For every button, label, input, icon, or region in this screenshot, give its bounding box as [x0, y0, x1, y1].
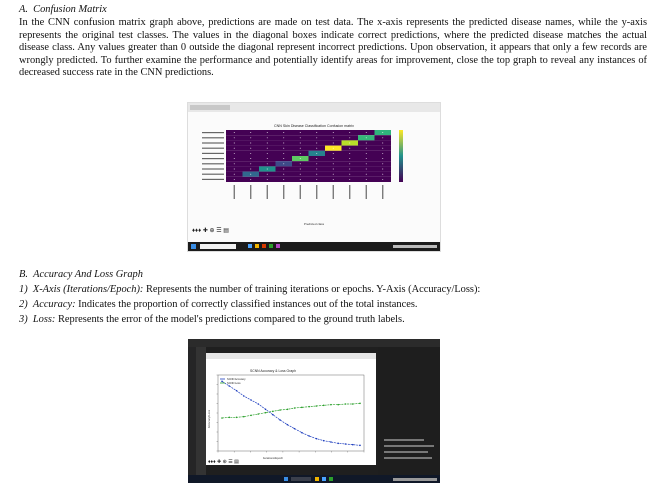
- cm-cell-value: [349, 153, 350, 154]
- section-b-item-2: [19, 299, 417, 312]
- legend-accuracy: SCNN Accuracy: [227, 378, 246, 381]
- item-1-number: 1): [19, 284, 28, 295]
- series-point: [279, 419, 281, 421]
- cm-x-tick-label: [234, 185, 235, 199]
- cm-cell-value: [250, 148, 251, 149]
- series-point: [236, 417, 238, 419]
- cm-cell-value: [382, 158, 383, 159]
- cm-cell-value: [234, 137, 235, 138]
- series-point: [221, 381, 223, 383]
- cm-cell-value: [349, 169, 350, 170]
- series-point: [301, 407, 303, 409]
- cm-cell-value: [349, 158, 350, 159]
- cm-cell-value: [316, 169, 317, 170]
- cm-cell-value: [300, 163, 301, 164]
- cm-cell-value: [316, 132, 317, 133]
- cm-cell-value: [283, 179, 284, 180]
- cm-cell-value: [349, 132, 350, 133]
- cm-search-box[interactable]: [200, 244, 236, 249]
- cm-cell-value: [250, 132, 251, 133]
- cm-x-tick-label: [267, 185, 268, 199]
- cm-cell-value: [250, 158, 251, 159]
- series-point: [316, 438, 318, 440]
- cm-cell-value: [333, 137, 334, 138]
- cm-cell-value: [300, 158, 301, 159]
- cm-cell-value: [366, 148, 367, 149]
- cm-cell-value: [382, 143, 383, 144]
- cm-cell-value: [349, 163, 350, 164]
- cm-cell-value: [234, 179, 235, 180]
- series-point: [258, 403, 260, 405]
- cm-cell-value: [283, 174, 284, 175]
- cm-cell-value: [267, 148, 268, 149]
- series-point: [228, 417, 230, 419]
- item-2-text: Indicates the proportion of correctly classified instances out of the total instances.: [75, 299, 418, 310]
- confusion-matrix-figure: [187, 102, 441, 252]
- series-point: [359, 445, 361, 447]
- cm-cell-value: [382, 153, 383, 154]
- series-point: [228, 385, 230, 387]
- acc-xlabel: Iterations/Epoch: [262, 456, 284, 460]
- cm-cell-value: [267, 174, 268, 175]
- cm-cell-value: [349, 179, 350, 180]
- cm-cell-value: [267, 179, 268, 180]
- cm-y-tick-label: [202, 153, 224, 154]
- cm-cell-value: [250, 163, 251, 164]
- cm-colorbar-bar: [399, 130, 403, 182]
- cm-cell-value: [283, 158, 284, 159]
- series-point: [323, 405, 325, 407]
- cm-cell-value: [300, 143, 301, 144]
- item-2-number: 2): [19, 299, 28, 310]
- series-point: [272, 411, 274, 413]
- cm-cell-value: [300, 137, 301, 138]
- series-point: [337, 404, 339, 406]
- cm-title: CNN Skin Disease Classification Confusion matrix: [274, 124, 354, 128]
- cm-cell-value: [300, 132, 301, 133]
- series-point: [316, 405, 318, 407]
- cm-cell-value: [234, 132, 235, 133]
- cm-cell-value: [316, 158, 317, 159]
- series-point: [345, 403, 347, 405]
- cm-cell-value: [316, 137, 317, 138]
- cm-x-tick-label: [300, 185, 301, 199]
- section-a-title: Confusion Matrix: [33, 4, 107, 15]
- item-3-number: 3): [19, 314, 28, 325]
- series-point: [243, 395, 245, 397]
- cm-cell-value: [267, 163, 268, 164]
- series-point: [301, 432, 303, 434]
- section-a-number: A.: [19, 4, 28, 15]
- cm-cell-value: [234, 148, 235, 149]
- cm-cell-value: [333, 174, 334, 175]
- cm-cell-value: [300, 169, 301, 170]
- cm-cell-value: [349, 143, 350, 144]
- section-b-item-3: [19, 314, 405, 327]
- cm-cell-value: [349, 137, 350, 138]
- cm-x-tick-label: [316, 185, 317, 199]
- cm-cell-value: [250, 153, 251, 154]
- acc-toolbar-icons[interactable]: ♦♦♦ ✚ ⊕ ☰ ▤: [208, 459, 239, 465]
- cm-colorbar: [399, 130, 403, 182]
- cm-cell-value: [283, 169, 284, 170]
- series-point: [265, 412, 267, 414]
- cm-cell-value: [382, 179, 383, 180]
- series-point: [250, 415, 252, 417]
- cm-cell-value: [366, 137, 367, 138]
- cm-cell-value: [300, 153, 301, 154]
- cm-cell-value: [316, 179, 317, 180]
- cm-x-tick-label: [283, 185, 284, 199]
- series-point: [287, 424, 289, 426]
- cm-cell-value: [366, 153, 367, 154]
- cm-cell-value: [366, 158, 367, 159]
- cm-y-tick-label: [202, 179, 224, 180]
- cm-cell-value: [333, 132, 334, 133]
- cm-cell-value: [382, 132, 383, 133]
- cm-y-tick-label: [202, 174, 224, 175]
- cm-y-tick-label: [202, 132, 224, 133]
- cm-cell-value: [366, 132, 367, 133]
- item-1-text: Represents the number of training iterations or epochs. Y-Axis (Accuracy/Loss):: [143, 284, 481, 295]
- series-point: [323, 440, 325, 442]
- cm-cell-value: [283, 153, 284, 154]
- cm-cell-value: [382, 169, 383, 170]
- cm-cell-value: [267, 169, 268, 170]
- series-point: [308, 406, 310, 408]
- cm-cell-value: [283, 132, 284, 133]
- cm-cell-value: [234, 174, 235, 175]
- acc-search-box[interactable]: [291, 477, 311, 481]
- cm-cell-value: [366, 174, 367, 175]
- section-a-paragraph: In the CNN confusion matrix graph above, predictions are made on test data. The x-axis represents the predicted disease names, while the y-axis represents the original test classes. The values in the diagonal boxes indicate correct predictions, where the predicted disease matches the actual disease class. Any values greater than 0 outside the diagonal represent incorrect predictions. Upon observation, it appears that only a few records are wrongly predicted. To further examine the performance and potentially identify areas for improvement, close the top graph to reveal any instances of decreased success rate in the CNN predictions.: [19, 17, 647, 79]
- cm-cell-value: [366, 169, 367, 170]
- cm-cell-value: [349, 148, 350, 149]
- cm-cell-value: [366, 143, 367, 144]
- cm-cell-value: [316, 143, 317, 144]
- cm-cell-value: [300, 179, 301, 180]
- series-point: [359, 403, 361, 405]
- section-b-title: Accuracy And Loss Graph: [33, 269, 143, 280]
- series-point: [258, 413, 260, 415]
- series-point: [337, 443, 339, 445]
- series-point: [330, 404, 332, 406]
- series-point: [345, 443, 347, 445]
- cm-cell-value: [234, 163, 235, 164]
- series-point: [250, 399, 252, 401]
- acc-title: SCNN Accuracy & Loss Graph: [250, 369, 296, 373]
- cm-cell-value: [333, 148, 334, 149]
- series-point: [287, 409, 289, 411]
- cm-cell-value: [382, 148, 383, 149]
- cm-cell-value: [250, 143, 251, 144]
- cm-cell-value: [234, 169, 235, 170]
- section-b-item-1: [19, 284, 480, 297]
- cm-cell-value: [316, 153, 317, 154]
- cm-cell-value: [234, 143, 235, 144]
- cm-cell-value: [283, 163, 284, 164]
- cm-cell-value: [333, 153, 334, 154]
- ide-sidebar: [188, 347, 196, 475]
- cm-x-labels: [234, 185, 384, 199]
- cm-cell-value: [250, 137, 251, 138]
- cm-x-tick-label: [349, 185, 350, 199]
- series-point: [265, 409, 267, 411]
- cm-y-labels: [202, 132, 224, 180]
- cm-cell-value: [366, 163, 367, 164]
- series-point: [352, 444, 354, 446]
- cm-y-tick-label: [202, 137, 224, 138]
- cm-cell-value: [382, 174, 383, 175]
- series-point: [352, 403, 354, 405]
- cm-xlabel: Predicted class: [303, 222, 325, 226]
- series-point: [294, 428, 296, 430]
- section-b-number: B.: [19, 269, 28, 280]
- cm-cell-value: [382, 163, 383, 164]
- cm-cell-value: [333, 163, 334, 164]
- series-point: [272, 414, 274, 416]
- item-3-text: Represents the error of the model's predictions compared to the ground truth labels.: [55, 314, 405, 325]
- accuracy-loss-figure: [188, 339, 440, 483]
- cm-cell-value: [250, 179, 251, 180]
- cm-cell-value: [333, 143, 334, 144]
- cm-cell-value: [267, 137, 268, 138]
- cm-y-tick-label: [202, 142, 224, 143]
- series-point: [236, 390, 238, 392]
- cm-y-tick-label: [202, 158, 224, 159]
- cm-y-tick-label: [202, 148, 224, 149]
- cm-cell-value: [333, 158, 334, 159]
- cm-start-icon[interactable]: [191, 244, 196, 249]
- section-a-heading: [19, 4, 107, 17]
- cm-cell-value: [382, 137, 383, 138]
- cm-x-tick-label: [250, 185, 251, 199]
- ide-terminal: [378, 347, 440, 475]
- cm-cell-value: [316, 174, 317, 175]
- cm-cell-value: [267, 158, 268, 159]
- cm-y-tick-label: [202, 168, 224, 169]
- item-1-term: X-Axis (Iterations/Epoch):: [32, 284, 144, 295]
- item-2-term: Accuracy:: [32, 299, 76, 310]
- cm-cell-value: [267, 132, 268, 133]
- cm-cell-value: [234, 153, 235, 154]
- confusion-matrix-svg: [188, 103, 440, 251]
- cm-cell-value: [333, 169, 334, 170]
- series-point: [294, 407, 296, 409]
- accuracy-loss-svg: [188, 339, 440, 483]
- cm-cell-value: [283, 148, 284, 149]
- cm-toolbar-icons[interactable]: ♦♦♦ ✚ ⊕ ☰ ▤: [192, 228, 229, 234]
- cm-cell-value: [283, 143, 284, 144]
- cm-cell-value: [234, 158, 235, 159]
- series-point: [308, 435, 310, 437]
- cm-cell-value: [250, 174, 251, 175]
- cm-x-tick-label: [382, 185, 383, 199]
- legend-loss: SCNN Loss: [227, 382, 241, 385]
- series-point: [279, 409, 281, 411]
- cm-cell-value: [267, 153, 268, 154]
- cm-x-tick-label: [366, 185, 367, 199]
- series-point: [330, 441, 332, 443]
- acc-ylabel: Accuracy/Loss: [207, 409, 211, 429]
- cm-cell-value: [333, 179, 334, 180]
- cm-cell-value: [267, 143, 268, 144]
- cm-x-tick-label: [333, 185, 334, 199]
- cm-cell-value: [316, 148, 317, 149]
- cm-cell-value: [300, 148, 301, 149]
- series-point: [243, 416, 245, 418]
- cm-cell-value: [250, 169, 251, 170]
- cm-grid: [226, 130, 391, 182]
- cm-cell-value: [283, 137, 284, 138]
- cm-y-tick-label: [202, 163, 224, 164]
- cm-cell-value: [300, 174, 301, 175]
- series-point: [221, 417, 223, 419]
- section-b-heading: [19, 269, 143, 282]
- cm-cell-value: [349, 174, 350, 175]
- cm-cell-value: [316, 163, 317, 164]
- acc-start-icon[interactable]: [284, 477, 288, 481]
- item-3-term: Loss:: [32, 314, 56, 325]
- cm-cell-value: [366, 179, 367, 180]
